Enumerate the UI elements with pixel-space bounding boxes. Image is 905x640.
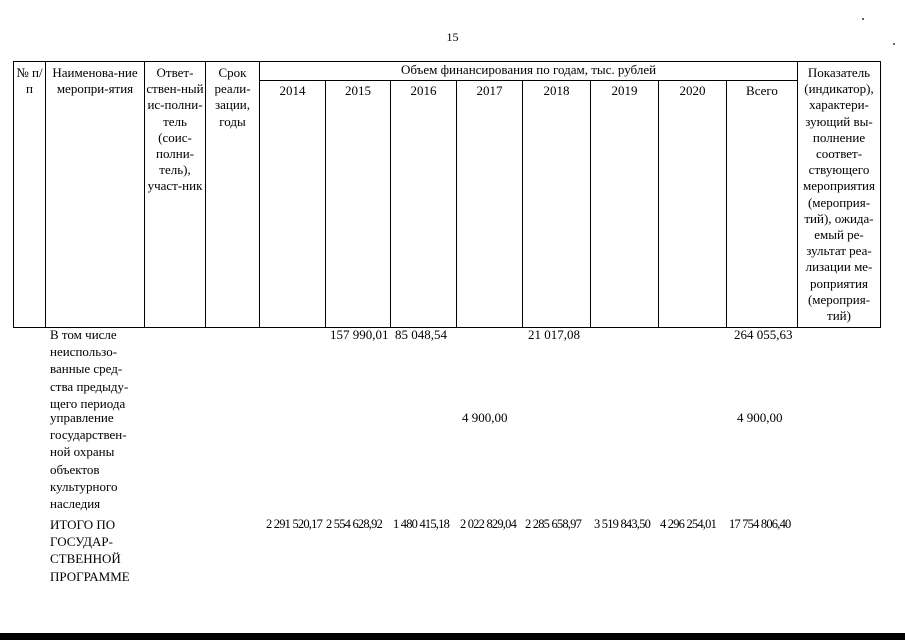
- header-responsible: Ответ-ствен-ный ис-полни-тель (соис-полни-тель), участ-ник: [145, 62, 206, 328]
- value-total: 264 055,63: [734, 327, 793, 342]
- header-term: Срок реали-зации, годы: [206, 62, 260, 328]
- value-2018: 2 285 658,97: [525, 517, 582, 531]
- header-year-2020: 2020: [659, 81, 727, 328]
- value-2020: 4 296 254,01: [660, 517, 717, 531]
- header-year-total: Всего: [727, 81, 798, 328]
- header-year-2017: 2017: [457, 81, 523, 328]
- header-year-2018: 2018: [523, 81, 591, 328]
- page-number: 15: [446, 30, 459, 44]
- header-name: Наименова-ние меропри-ятия: [46, 62, 145, 328]
- value-2017: 4 900,00: [462, 410, 508, 425]
- financing-table: [13, 61, 881, 328]
- value-2015: 2 554 628,92: [326, 517, 383, 531]
- value-2014: 2 291 520,17: [266, 517, 323, 531]
- header-financing-group: Объем финансирования по годам, тыс. рублей: [260, 62, 798, 81]
- header-year-2015: 2015: [326, 81, 391, 328]
- value-2019: 3 519 843,50: [594, 517, 651, 531]
- header-num: № п/п: [14, 62, 46, 328]
- header-year-2016: 2016: [391, 81, 457, 328]
- scan-speck: [893, 43, 895, 45]
- value-2018: 21 017,08: [528, 327, 580, 342]
- table-row: [0, 516, 905, 584]
- value-2016: 85 048,54: [395, 327, 447, 342]
- scan-border: [0, 633, 905, 640]
- value-2017: 2 022 829,04: [460, 517, 517, 531]
- row-name: управление государствен-ной охраны объектов культурного наследия: [50, 410, 127, 512]
- row-name: В том числе неиспользо-ванные сред-ства предыду-щего периода: [50, 327, 129, 411]
- value-total: 17 754 806,40: [729, 517, 791, 531]
- header-indicator: Показатель (индикатор), характери-зующий вы-полнение соответ-ствующего мероприятия (мероприя-тий), ожида-емый ре-зультат реа-лизации ме-роприятия (мероприя-тий): [798, 62, 881, 328]
- header-year-2019: 2019: [591, 81, 659, 328]
- table-row: [0, 326, 905, 410]
- value-total: 4 900,00: [737, 410, 783, 425]
- scan-speck: [862, 18, 864, 20]
- value-2015: 157 990,01: [330, 327, 389, 342]
- header-year-2014: 2014: [260, 81, 326, 328]
- row-name: ИТОГО ПО ГОСУДАР-СТВЕННОЙ ПРОГРАММЕ: [50, 517, 130, 584]
- table-row: [0, 409, 905, 511]
- value-2016: 1 480 415,18: [393, 517, 450, 531]
